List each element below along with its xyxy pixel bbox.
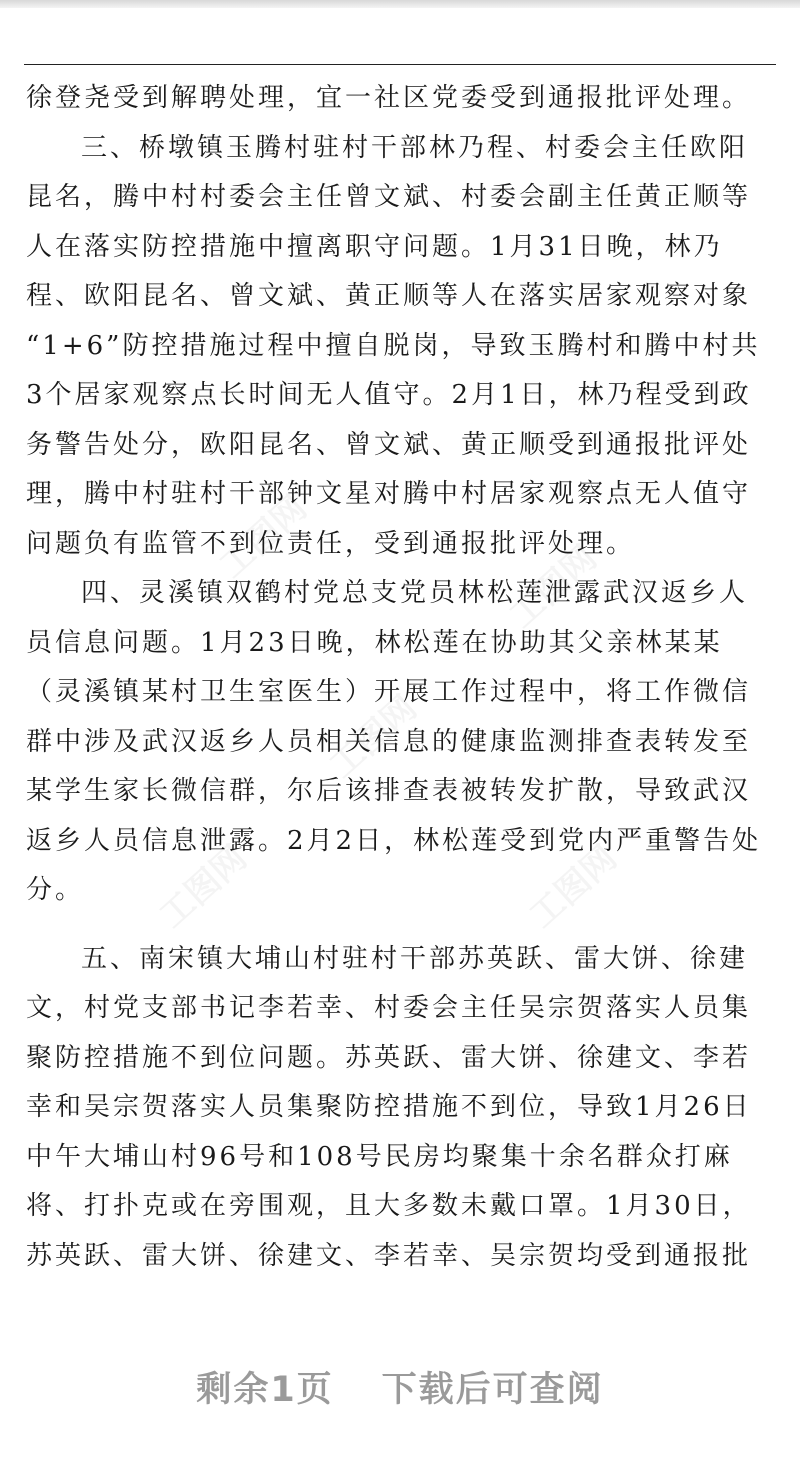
text-line: 群中涉及武汉返乡人员相关信息的健康监测排查表转发至 [26, 726, 752, 757]
text-line: 幸和吴宗贺落实人员集聚防控措施不到位，导致1月26日 [26, 1092, 752, 1122]
text-line: 人在落实防控措施中擅离职守问题。1月31日晚，林乃 [26, 231, 723, 262]
text-line: 程、欧阳昆名、曾文斌、黄正顺等人在落实居家观察对象 [26, 281, 752, 311]
text-line: “1+6”防控措施过程中擅自脱岗，导致玉腾村和腾中村共 [26, 330, 761, 361]
text-line: 昆名，腾中村村委会主任曾文斌、村委会副主任黄正顺等 [26, 182, 752, 212]
text-line: （灵溪镇某村卫生室医生）开展工作过程中，将工作微信 [26, 677, 752, 707]
text-line: 务警告处分，欧阳昆名、曾文斌、黄正顺受到通报批评处 [26, 429, 752, 460]
download-to-view-label: 下载后可查阅 [381, 1370, 604, 1410]
text-line: 某学生家长微信群，尔后该排查表被转发扩散，导致武汉 [26, 776, 752, 806]
paragraph-start-line: 三、桥墩镇玉腾村驻村干部林乃程、村委会主任欧阳 [81, 132, 749, 163]
text-line: 理，腾中村驻村干部钟文星对腾中村居家观察点无人值守 [26, 479, 752, 509]
paragraph-start-line: 四、灵溪镇双鹤村党总支党员林松莲泄露武汉返乡人 [81, 578, 749, 608]
text-line: 将、打扑克或在旁围观，且大多数未戴口罩。1月30日， [26, 1191, 752, 1221]
download-prompt-banner[interactable] [0, 1362, 800, 1412]
text-line: 聚防控措施不到位问题。苏英跃、雷大饼、徐建文、李若 [26, 1042, 752, 1073]
text-line: 返乡人员信息泄露。2月2日，林松莲受到党内严重警告处 [26, 825, 762, 856]
header-rule [24, 64, 776, 65]
text-line: 中午大埔山村96号和108号民房均聚集十余名群众打麻 [26, 1141, 733, 1172]
text-line: 徐登尧受到解聘处理，宜一社区党委受到通报批评处理。 [26, 83, 752, 113]
text-line: 3个居家观察点长时间无人值守。2月1日，林乃程受到政 [26, 380, 752, 410]
text-line: 分。 [26, 875, 85, 905]
text-line: 文，村党支部书记李若幸、村委会主任吴宗贺落实人员集 [26, 993, 752, 1023]
text-line: 员信息问题。1月23日晚，林松莲在协助其父亲林某某 [26, 627, 723, 658]
top-edge-strip [0, 0, 800, 8]
text-line: 问题负有监管不到位责任，受到通报批评处理。 [26, 528, 636, 559]
paragraph-start-line: 五、南宋镇大埔山村驻村干部苏英跃、雷大饼、徐建 [81, 943, 749, 974]
remaining-pages-label: 剩余1页 [196, 1370, 334, 1410]
text-line: 苏英跃、雷大饼、徐建文、李若幸、吴宗贺均受到通报批 [26, 1240, 752, 1271]
document-body [26, 74, 771, 1281]
